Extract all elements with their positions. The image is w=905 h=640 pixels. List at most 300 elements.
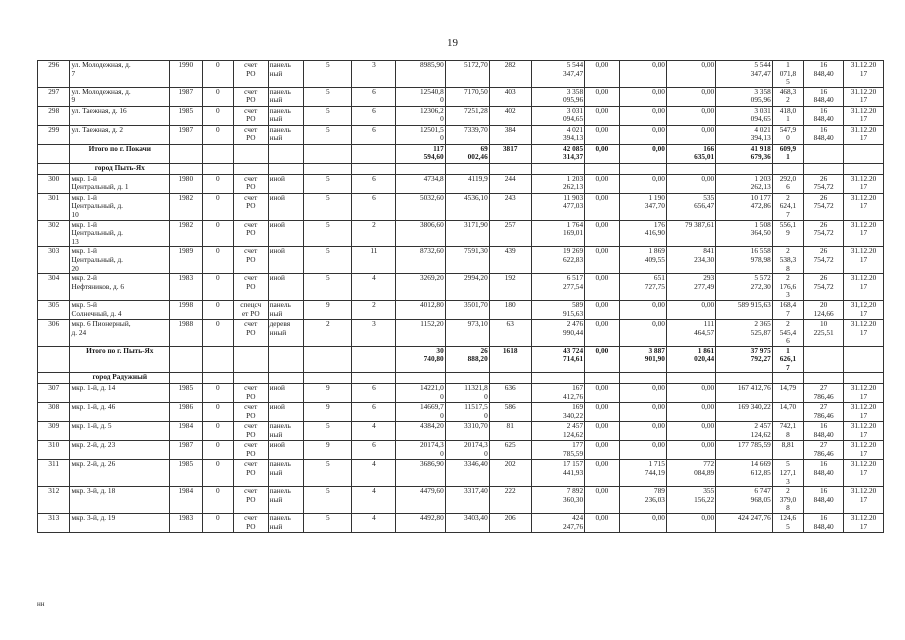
total-cell: 117 594,60 (396, 144, 445, 163)
table-cell: 31.12.20 17 (844, 87, 884, 106)
empty-cell (619, 373, 666, 384)
table-cell: панель ный (268, 487, 304, 514)
table-cell: 11 (352, 247, 396, 274)
table-cell: 3 (352, 319, 396, 346)
table-cell: 0 (202, 460, 233, 487)
table-cell: 0,00 (585, 106, 620, 125)
table-cell: 180 (489, 300, 531, 319)
table-cell: иной (268, 403, 304, 422)
total-cell (844, 346, 884, 373)
table-cell: мкр. 1-й Центральный, д. 1 (70, 174, 170, 193)
empty-cell (804, 373, 844, 384)
table-cell: 17 157 441,93 (531, 460, 584, 487)
table-cell: ул. Таежная, д. 2 (70, 125, 170, 144)
total-cell: 69 002,46 (445, 144, 489, 163)
empty-cell (585, 373, 620, 384)
table-cell: 1985 (170, 384, 202, 403)
table-cell: ул. Молодежная, д. 9 (70, 87, 170, 106)
table-cell: 424 247,76 (716, 514, 773, 533)
table-cell: 0,00 (585, 441, 620, 460)
table-cell: 0 (202, 514, 233, 533)
empty-cell (531, 163, 584, 174)
table-cell: 79 387,61 (666, 220, 715, 247)
table-cell: 3806,60 (396, 220, 445, 247)
table-cell: 312 (38, 487, 70, 514)
table-cell: 167 412,76 (531, 384, 584, 403)
table-cell: 305 (38, 300, 70, 319)
table-cell: 0,00 (585, 514, 620, 533)
table-cell: 1984 (170, 487, 202, 514)
table-cell: 31.12.20 17 (844, 384, 884, 403)
table-cell: 4 (352, 487, 396, 514)
empty-cell (202, 373, 233, 384)
table-cell: 10 225,51 (804, 319, 844, 346)
table-cell: счет РО (233, 125, 268, 144)
table-cell: 306 (38, 319, 70, 346)
empty-cell (396, 163, 445, 174)
empty-cell (268, 144, 304, 163)
table-cell: 0,00 (619, 61, 666, 88)
table-cell: 0,00 (585, 384, 620, 403)
table-cell: 9 (304, 384, 352, 403)
table-cell: 535 656,47 (666, 193, 715, 220)
table-cell: 1982 (170, 193, 202, 220)
table-cell: 1986 (170, 403, 202, 422)
table-cell: 0,00 (666, 441, 715, 460)
table-cell: 4 (352, 460, 396, 487)
table-cell: ул. Таежная, д. 16 (70, 106, 170, 125)
table-row (38, 247, 884, 274)
table-cell: счет РО (233, 460, 268, 487)
table-cell: мкр. 1-й, д. 5 (70, 422, 170, 441)
empty-cell (170, 373, 202, 384)
empty-cell (489, 373, 531, 384)
table-cell: 0 (202, 61, 233, 88)
table-cell: 0 (202, 300, 233, 319)
table-cell: 244 (489, 174, 531, 193)
table-cell: 841 234,30 (666, 247, 715, 274)
table-cell: 301 (38, 193, 70, 220)
table-cell: 2 (352, 220, 396, 247)
table-row (38, 300, 884, 319)
table-cell: иной (268, 174, 304, 193)
table-cell: 16 848,40 (804, 125, 844, 144)
table-cell: панель ный (268, 460, 304, 487)
table-cell: 1 190 347,70 (619, 193, 666, 220)
table-cell: 1987 (170, 441, 202, 460)
table-cell: 6 (352, 384, 396, 403)
table-cell: мкр. 2-й, д. 23 (70, 441, 170, 460)
table-cell: 8732,60 (396, 247, 445, 274)
table-cell: 0,00 (666, 87, 715, 106)
table-cell: 31.12.20 17 (844, 422, 884, 441)
table-row (38, 384, 884, 403)
table-cell: 0,00 (666, 125, 715, 144)
empty-cell (268, 163, 304, 174)
table-cell: 468,3 2 (772, 87, 803, 106)
table-row (38, 193, 884, 220)
table-cell: 5 (304, 61, 352, 88)
table-cell: счет РО (233, 274, 268, 301)
table-cell: 5 544 347,47 (716, 61, 773, 88)
total-cell (844, 144, 884, 163)
table-cell: ул. Молодежная, д. 7 (70, 61, 170, 88)
empty-cell (233, 163, 268, 174)
table-cell: 169 340,22 (531, 403, 584, 422)
empty-cell (352, 163, 396, 174)
table-cell: 6 747 968,05 (716, 487, 773, 514)
table-cell: 31.12.20 17 (844, 125, 884, 144)
table-row (38, 403, 884, 422)
total-cell: 3817 (489, 144, 531, 163)
table-cell: спецсч ет РО (233, 300, 268, 319)
table-cell: 168,4 7 (772, 300, 803, 319)
table-cell: 310 (38, 441, 70, 460)
table-cell: 556,1 9 (772, 220, 803, 247)
table-cell: 31.12.20 17 (844, 61, 884, 88)
table-cell: 26 754,72 (804, 220, 844, 247)
table-cell: 177 785,59 (716, 441, 773, 460)
table-cell: 14,79 (772, 384, 803, 403)
table-cell: 0 (202, 441, 233, 460)
table-cell: 27 786,46 (804, 441, 844, 460)
empty-cell (666, 373, 715, 384)
total-cell (804, 346, 844, 373)
table-cell: 0,00 (585, 274, 620, 301)
table-cell: 304 (38, 274, 70, 301)
table-cell: 9 (304, 441, 352, 460)
empty-cell (804, 163, 844, 174)
empty-cell (170, 144, 202, 163)
total-cell: 41 918 679,36 (716, 144, 773, 163)
table-cell: 26 754,72 (804, 193, 844, 220)
table-cell: 589 915,63 (716, 300, 773, 319)
empty-cell (445, 373, 489, 384)
table-cell: 1987 (170, 87, 202, 106)
table-body (38, 61, 884, 533)
table-cell: 298 (38, 106, 70, 125)
empty-cell (716, 373, 773, 384)
table-cell: 8,81 (772, 441, 803, 460)
table-cell: 31.12.20 17 (844, 514, 884, 533)
table-cell: 5 (304, 487, 352, 514)
table-cell: 0,00 (585, 487, 620, 514)
table-cell: счет РО (233, 247, 268, 274)
table-cell: 2 538,3 8 (772, 247, 803, 274)
table-cell: 20 124,66 (804, 300, 844, 319)
table-cell: 0,00 (619, 384, 666, 403)
empty-cell (38, 346, 70, 373)
table-cell: иной (268, 384, 304, 403)
total-cell: 0,00 (585, 346, 620, 373)
table-cell: иной (268, 274, 304, 301)
table-cell: 355 156,22 (666, 487, 715, 514)
table-cell: 3171,90 (445, 220, 489, 247)
table-cell: 1 869 409,55 (619, 247, 666, 274)
table-cell: 4384,20 (396, 422, 445, 441)
table-cell: счет РО (233, 319, 268, 346)
table-cell: 5 (304, 460, 352, 487)
table-cell: 0,00 (666, 384, 715, 403)
table-cell: 309 (38, 422, 70, 441)
table-cell: 3686,90 (396, 460, 445, 487)
table-cell: 3 358 095,96 (716, 87, 773, 106)
table-cell: счет РО (233, 422, 268, 441)
table-cell: 27 786,46 (804, 403, 844, 422)
table-cell: 4492,80 (396, 514, 445, 533)
table-cell: мкр. 2-й Нефтяников, д. 6 (70, 274, 170, 301)
table-cell: 5 544 347,47 (531, 61, 584, 88)
table-cell: 5172,70 (445, 61, 489, 88)
table-cell: 16 558 978,98 (716, 247, 773, 274)
table-row (38, 125, 884, 144)
table-cell: 0,00 (666, 403, 715, 422)
table-cell: счет РО (233, 403, 268, 422)
table-cell: 31,12,20 17 (844, 300, 884, 319)
table-cell: 973,10 (445, 319, 489, 346)
empty-cell (772, 373, 803, 384)
table-cell: 5 (304, 422, 352, 441)
table-cell: 0,00 (585, 403, 620, 422)
table-row (38, 220, 884, 247)
table-row (38, 460, 884, 487)
table-cell: 0 (202, 247, 233, 274)
empty-cell (304, 163, 352, 174)
table-cell: 16 848,40 (804, 460, 844, 487)
table-cell: 0 (202, 403, 233, 422)
table-cell: счет РО (233, 174, 268, 193)
table-cell: 311 (38, 460, 70, 487)
total-cell: 0,00 (619, 144, 666, 163)
table-cell: 0,00 (619, 514, 666, 533)
empty-cell (352, 373, 396, 384)
table-cell: 0 (202, 274, 233, 301)
total-label: Итого по г. Покачи (70, 144, 170, 163)
table-cell: панель ный (268, 300, 304, 319)
table-cell: 0,00 (619, 319, 666, 346)
empty-cell (489, 163, 531, 174)
table-cell: 2 (352, 300, 396, 319)
table-cell: 11517,5 0 (445, 403, 489, 422)
table-cell: 1983 (170, 274, 202, 301)
table-cell: панель ный (268, 87, 304, 106)
table-cell: 5 127,1 3 (772, 460, 803, 487)
buildings-table (37, 60, 884, 533)
table-cell: 586 (489, 403, 531, 422)
table-cell: 0,00 (619, 174, 666, 193)
table-cell: 169 340,22 (716, 403, 773, 422)
total-cell: 3 887 901,90 (619, 346, 666, 373)
table-cell: 6 (352, 441, 396, 460)
table-cell: 0,00 (585, 125, 620, 144)
table-cell: 418,0 1 (772, 106, 803, 125)
total-cell: 1 626,1 7 (772, 346, 803, 373)
table-cell: 5 (304, 106, 352, 125)
empty-cell (352, 144, 396, 163)
table-cell: 1987 (170, 125, 202, 144)
table-cell: счет РО (233, 193, 268, 220)
table-cell: 403 (489, 87, 531, 106)
table-cell: 4734,8 (396, 174, 445, 193)
table-cell: 0 (202, 193, 233, 220)
table-cell: 7251,28 (445, 106, 489, 125)
table-cell: 5 (304, 125, 352, 144)
table-cell: 31.12.20 17 (844, 319, 884, 346)
table-cell: мкр. 1-й, д. 14 (70, 384, 170, 403)
table-cell: 0 (202, 106, 233, 125)
empty-cell (304, 144, 352, 163)
total-cell: 1 861 020,44 (666, 346, 715, 373)
table-cell: 1983 (170, 514, 202, 533)
table-cell: 439 (489, 247, 531, 274)
table-row (38, 514, 884, 533)
table-cell: 282 (489, 61, 531, 88)
empty-cell (396, 373, 445, 384)
table-cell: 1985 (170, 460, 202, 487)
table-cell: 3403,40 (445, 514, 489, 533)
table-cell: 4 (352, 514, 396, 533)
table-cell: 5 (304, 193, 352, 220)
table-cell: 1 508 364,50 (716, 220, 773, 247)
empty-cell (170, 346, 202, 373)
table-row (38, 319, 884, 346)
table-cell: 0 (202, 319, 233, 346)
empty-cell (38, 373, 70, 384)
table-cell: 1 715 744,19 (619, 460, 666, 487)
total-cell: 26 888,20 (445, 346, 489, 373)
table-cell: 1982 (170, 220, 202, 247)
total-cell: 30 740,80 (396, 346, 445, 373)
table-cell: иной (268, 441, 304, 460)
footer-mark: нн (37, 600, 45, 608)
table-cell: 0 (202, 422, 233, 441)
empty-cell (844, 163, 884, 174)
table-cell: 177 785,59 (531, 441, 584, 460)
table-cell: 3 031 094,65 (716, 106, 773, 125)
table-cell: 243 (489, 193, 531, 220)
table-cell: 11 903 477,03 (531, 193, 584, 220)
table-cell: 5 (304, 274, 352, 301)
table-cell: иной (268, 193, 304, 220)
table-cell: 2 476 990,44 (531, 319, 584, 346)
table-cell: 789 236,03 (619, 487, 666, 514)
table-cell: 1990 (170, 61, 202, 88)
table-cell: счет РО (233, 441, 268, 460)
table-cell: 7339,70 (445, 125, 489, 144)
table-cell: 0 (202, 125, 233, 144)
empty-cell (666, 163, 715, 174)
total-cell: 0,00 (585, 144, 620, 163)
table-cell: 313 (38, 514, 70, 533)
table-cell: 1998 (170, 300, 202, 319)
table-cell: 2 457 124,62 (531, 422, 584, 441)
table-cell: 7 892 360,30 (531, 487, 584, 514)
table-cell: 0 (202, 220, 233, 247)
table-cell: мкр. 3-й, д. 19 (70, 514, 170, 533)
table-cell: 257 (489, 220, 531, 247)
table-cell: 547,9 0 (772, 125, 803, 144)
table-cell: 5032,60 (396, 193, 445, 220)
table-cell: 6 (352, 87, 396, 106)
table-cell: 3 031 094,65 (531, 106, 584, 125)
table-cell: 20174,3 0 (396, 441, 445, 460)
table-cell: 176 416,90 (619, 220, 666, 247)
table-cell: мкр. 1-й Центральный, д. 13 (70, 220, 170, 247)
total-row (38, 144, 884, 163)
table-row (38, 61, 884, 88)
table-cell: 0 (202, 87, 233, 106)
table-row (38, 174, 884, 193)
empty-cell (716, 163, 773, 174)
table-cell: 27 786,46 (804, 384, 844, 403)
table-cell: 9 (304, 403, 352, 422)
table-cell: 0,00 (619, 300, 666, 319)
table-cell: 742,1 8 (772, 422, 803, 441)
table-cell: 6 (352, 106, 396, 125)
city-heading: город Радужный (70, 373, 170, 384)
empty-cell (233, 373, 268, 384)
table-cell: 3 (352, 61, 396, 88)
total-cell: 43 724 714,61 (531, 346, 584, 373)
table-cell: 3310,70 (445, 422, 489, 441)
table-cell: 4 (352, 422, 396, 441)
table-cell: 299 (38, 125, 70, 144)
table-cell: 6 (352, 193, 396, 220)
empty-cell (619, 163, 666, 174)
empty-cell (202, 346, 233, 373)
table-cell: 1 764 169,01 (531, 220, 584, 247)
table-cell: 12540,8 0 (396, 87, 445, 106)
city-heading: город Пыть-Ях (70, 163, 170, 174)
table-cell: 31.12.20 17 (844, 193, 884, 220)
table-cell: счет РО (233, 487, 268, 514)
table-cell: 9 (304, 300, 352, 319)
table-cell: 2 379,0 8 (772, 487, 803, 514)
table-cell: 307 (38, 384, 70, 403)
empty-cell (772, 163, 803, 174)
table-cell: 167 412,76 (716, 384, 773, 403)
table-cell: 0,00 (585, 247, 620, 274)
table-cell: панель ный (268, 422, 304, 441)
table-cell: 14669,7 0 (396, 403, 445, 422)
table-cell: 16 848,40 (804, 106, 844, 125)
table-cell: 0,00 (619, 125, 666, 144)
table-cell: 297 (38, 87, 70, 106)
table-cell: 16 848,40 (804, 61, 844, 88)
total-cell: 166 635,01 (666, 144, 715, 163)
table-cell: 16 848,40 (804, 487, 844, 514)
table-cell: мкр. 1-й Центральный, д. 20 (70, 247, 170, 274)
table-cell: 63 (489, 319, 531, 346)
table-cell: 192 (489, 274, 531, 301)
table-cell: мкр. 6 Пионерный, д. 24 (70, 319, 170, 346)
table-cell: 7170,50 (445, 87, 489, 106)
table-cell: 3346,40 (445, 460, 489, 487)
table-cell: 5 (304, 247, 352, 274)
empty-cell (445, 163, 489, 174)
table-cell: 1 203 262,13 (716, 174, 773, 193)
empty-cell (268, 373, 304, 384)
table-cell: 3269,20 (396, 274, 445, 301)
table-cell: 20174,3 0 (445, 441, 489, 460)
table-cell: 0,00 (619, 106, 666, 125)
page-number: 19 (447, 37, 458, 49)
empty-cell (38, 144, 70, 163)
table-cell: 81 (489, 422, 531, 441)
table-cell: панель ный (268, 514, 304, 533)
table-cell: 0 (202, 487, 233, 514)
table-cell: мкр. 2-й, д. 26 (70, 460, 170, 487)
